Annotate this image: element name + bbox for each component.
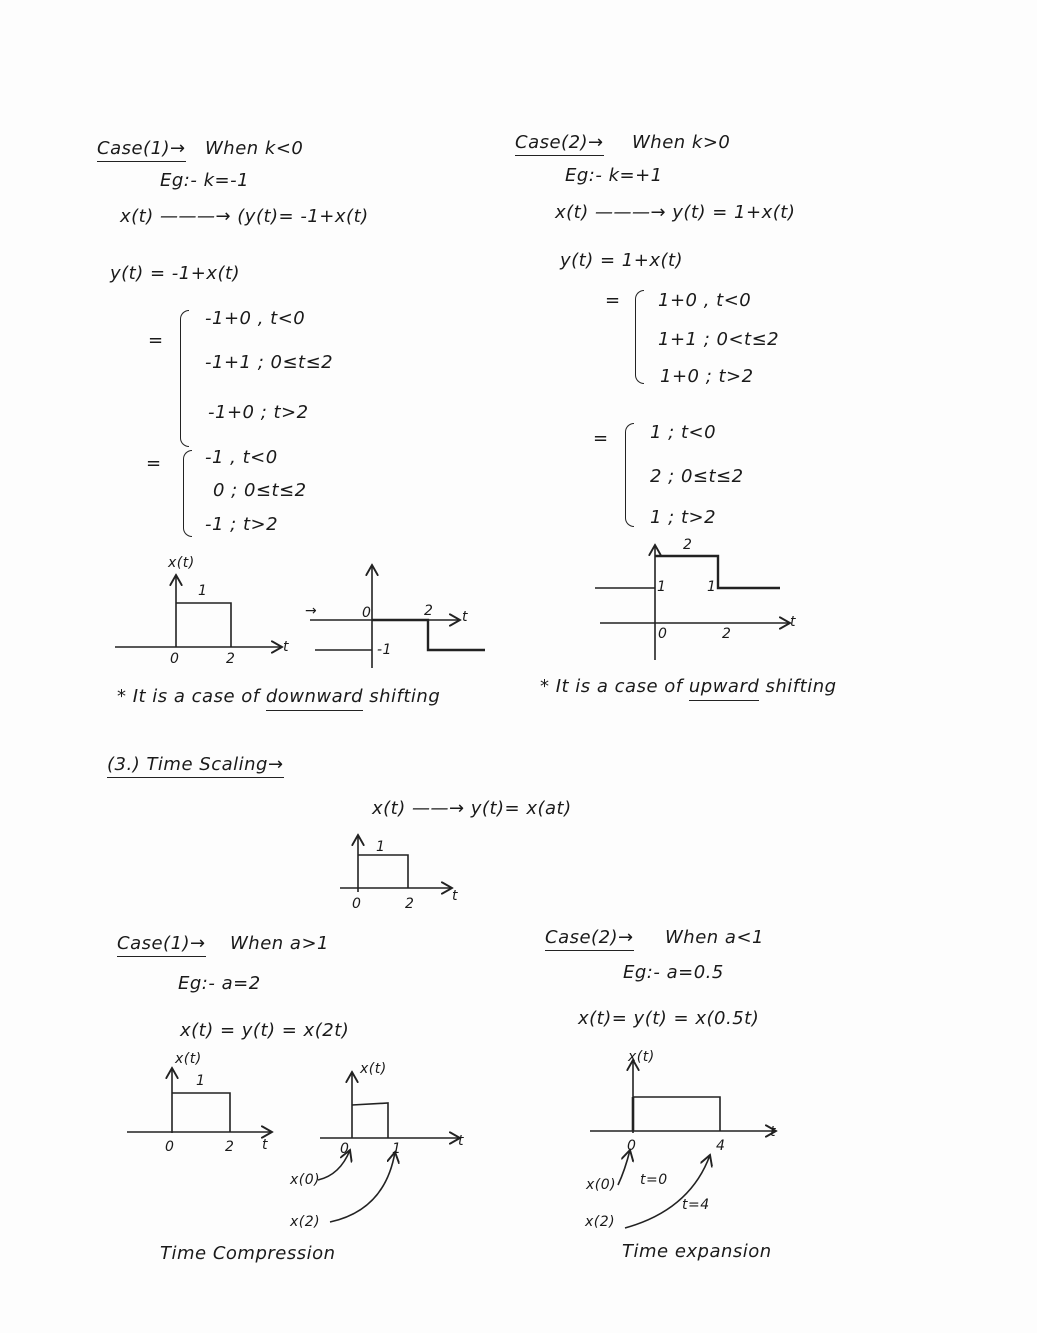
case1-mapping: x(t) ———→ (y(t)= -1+x(t) (120, 206, 369, 227)
scaling-case1-example: Eg:- a=2 (178, 973, 261, 994)
note-keyword: downward (266, 686, 363, 711)
time-scaling-heading: (3.) Time Scaling→ (107, 756, 284, 778)
graph-axis-label: t (452, 888, 458, 904)
annotation-t4: t=4 (682, 1197, 710, 1213)
case2-condition: When k>0 (632, 132, 731, 153)
annotation-x2: x(2) (585, 1214, 616, 1230)
graph-tick-label: 2 (226, 651, 236, 667)
piecewise-row: -1+1 ; 0≤t≤2 (205, 352, 334, 373)
case1-condition: When k<0 (205, 138, 304, 159)
graph-downward-shift (310, 565, 485, 668)
graph-axis-label: t (462, 609, 468, 625)
graph-tick-label: 4 (716, 1138, 726, 1154)
scaling-case2-equation: x(t)= y(t) = x(0.5t) (578, 1008, 760, 1029)
graph-level-label: 1 (198, 583, 208, 599)
annotation-t0: t=0 (640, 1172, 668, 1188)
note-text: shifting (369, 686, 441, 707)
case1-equation: y(t) = -1+x(t) (110, 263, 241, 284)
equals-sign: = (605, 290, 621, 311)
graph-level-label: 1 (657, 579, 667, 595)
scaling-case2-heading: Case(2)→ (545, 929, 634, 951)
graph-level-label: -1 (377, 642, 392, 658)
graph-arrow: → (305, 603, 318, 619)
graph-axis-label: t (790, 614, 796, 630)
graph-ylabel: x(t) (175, 1051, 202, 1067)
upward-shift-note (540, 678, 837, 696)
scaling-case1-equation: x(t) = y(t) = x(2t) (180, 1020, 350, 1041)
scaling-case2-condition: When a<1 (665, 927, 764, 948)
equals-sign: = (146, 453, 162, 474)
piecewise-row: 1 ; t<0 (650, 422, 717, 443)
scaling-case1-heading: Case(1)→ (117, 935, 206, 957)
case1-heading: Case(1)→ (97, 140, 186, 162)
graph-tick-label: 0 (165, 1139, 175, 1155)
piecewise-row: -1+0 ; t>2 (208, 402, 309, 423)
case2-mapping: x(t) ———→ y(t) = 1+x(t) (555, 202, 796, 223)
case2-heading: Case(2)→ (515, 134, 604, 156)
graph-tick-label: 0 (658, 626, 668, 642)
time-compression-caption: Time Compression (160, 1243, 336, 1264)
piecewise-row: -1+0 , t<0 (205, 308, 306, 329)
graph-tick-label: 2 (424, 603, 434, 619)
graph-tick-label: 2 (405, 896, 415, 912)
case1-example: Eg:- k=-1 (160, 170, 250, 191)
piecewise-row: -1 , t<0 (205, 447, 278, 468)
piecewise-row: 2 ; 0≤t≤2 (650, 466, 744, 487)
annotation-x2: x(2) (290, 1214, 321, 1230)
graph-tick-label: 0 (170, 651, 180, 667)
scaling-case2-example: Eg:- a=0.5 (623, 962, 724, 983)
equals-sign: = (593, 428, 609, 449)
graph-axis-label: t (770, 1124, 776, 1140)
graph-level-label: 2 (683, 537, 693, 553)
graph-level-label: 1 (707, 579, 717, 595)
graph-level-label: 1 (376, 839, 386, 855)
piecewise-row: 0 ; 0≤t≤2 (213, 480, 307, 501)
annotation-x0: x(0) (586, 1177, 617, 1193)
graph-tick-label: 1 (392, 1141, 402, 1157)
note-text: shifting (765, 676, 837, 697)
graph-tick-label: 2 (225, 1139, 235, 1155)
graph-level-label: 1 (196, 1073, 206, 1089)
graph-ylabel: x(t) (628, 1049, 655, 1065)
graph-tick-label: 0 (340, 1141, 350, 1157)
scaling-case1-condition: When a>1 (230, 933, 329, 954)
graph-tick-label: 2 (722, 626, 732, 642)
downward-shift-note (117, 688, 440, 706)
graph-tick-label: 0 (627, 1138, 637, 1154)
graph-axis-label: t (283, 639, 289, 655)
piecewise-row: 1 ; t>2 (650, 507, 717, 528)
case2-equation: y(t) = 1+x(t) (560, 250, 684, 271)
piecewise-row: 1+1 ; 0<t≤2 (658, 329, 780, 350)
note-keyword: upward (689, 676, 759, 701)
graph-ylabel: x(t) (168, 555, 195, 571)
time-expansion-caption: Time expansion (622, 1241, 772, 1262)
case2-example: Eg:- k=+1 (565, 165, 663, 186)
note-text: * It is a case of (117, 686, 260, 707)
graph-ylabel: x(t) (360, 1061, 387, 1077)
graph-tick-label: 0 (352, 896, 362, 912)
piecewise-row: -1 ; t>2 (205, 514, 279, 535)
graph-axis-label: t (458, 1133, 464, 1149)
graph-scaling-original (340, 835, 452, 892)
graph-tick-label: 0 (362, 605, 372, 621)
graph-axis-label: t (262, 1137, 268, 1153)
piecewise-row: 1+0 , t<0 (658, 290, 752, 311)
scaling-mapping: x(t) ——→ y(t)= x(at) (372, 798, 572, 819)
equals-sign: = (148, 330, 164, 351)
note-text: * It is a case of (540, 676, 683, 697)
graph-upward-shift (595, 545, 790, 660)
annotation-x0: x(0) (290, 1172, 321, 1188)
piecewise-row: 1+0 ; t>2 (660, 366, 754, 387)
